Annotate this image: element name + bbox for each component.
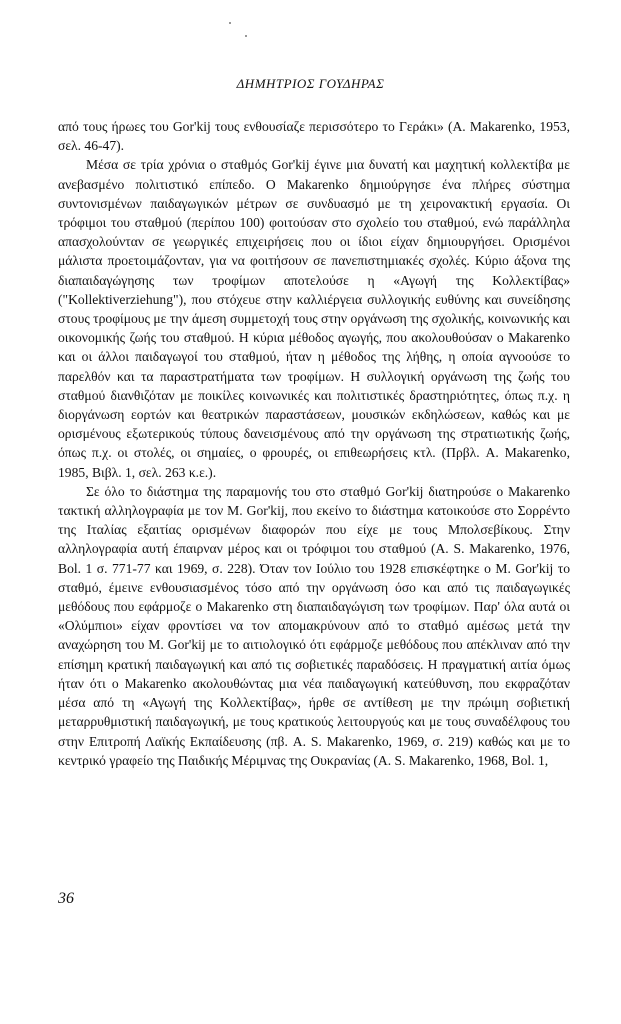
scan-speck: [245, 35, 247, 37]
body-text: [58, 117, 570, 770]
paragraph: Σε όλο το διάστημα της παραμονής του στο σταθμό Gor'kij διατηρούσε ο Makarenko τακτική αλληλογραφία με τον M. Gor'kij, που εκείνο το διάστημα κατοικούσε στο Σορρέντο της Ιταλίας εξαιτίας ορισμένων διαφορών που είχε με τους Μπολσεβίκους. Στην αλληλογραφία αυτή έπαιρναν μέρος και οι τρόφιμοι του σταθμού (A. S. Makarenko, 1976, Bol. 1 σ. 771-77 και 1969, σ. 228). Όταν τον Ιούλιο του 1928 επισκέφτηκε ο M. Gor'kij το σταθμό, έμεινε ενθουσιασμένος τόσο από την οργάνωση όσο και από τις παιδαγωγικές μεθόδους που εφάρμοζε ο Makarenko στη διαπαιδαγώγιση των τροφίμων. Παρ' όλα αυτά οι «Ολύμπιοι» είχαν φροντίσει να τον απομακρύνουν από το σταθμό αμέσως μετά την αναχώρηση του M. Gor'kij με το αιτιολογικό ότι εφάρμοζε μεθόδους που απέκλιναν από την επίσημη κρατική παιδαγωγική και από τις σοβιετικές παραδόσεις. Η πραγματική αιτία όμως ήταν ότι ο Makarenko ακολουθώντας μια νέα παιδαγωγική κατεύθυνση, που εκφραζόταν μέσα από τη «Αγωγή της Κολλεκτίβας», ήρθε σε αντίθεση με την πρώιμη σοβιετική μεταρρυθμιστική παιδαγωγική, με τους κρατικούς λειτουργούς και με τους συναδέλφους του στην Επιτροπή Λαϊκής Εκπαίδευσης (πβ. A. S. Makarenko, 1969, σ. 219) καθώς και με το κεντρικό γραφείο της Παιδικής Μέριμνας της Ουκρανίας (A. S. Makarenko, 1968, Bol. 1,: [58, 483, 570, 768]
running-title: ΔΗΜΗΤΡΙΟΣ ΓΟΥΔΗΡΑΣ: [236, 76, 385, 91]
scan-speck: [229, 22, 231, 24]
paragraph: Μέσα σε τρία χρόνια ο σταθμός Gor'kij έγινε μια δυνατή και μαχητική κολλεκτίβα με ανεβασμένο πολιτιστικό επίπεδο. Ο Makarenko δημιούργησε ένα πλήρες σύστημα συντονισμένων παιδαγωγικών μέτρων σε συνδυασμό με τη χειρονακτική εργασία. Οι τρόφιμοι του σταθμού (περίπου 100) φοιτούσαν στο σχολείο του σταθμού, ενώ παράλληλα απασχολούνταν σε γεωργικές επιχειρήσεις που οι ίδιοι είχαν δημιουργήσει. Ορισμένοι μάλιστα προετοιμάζονταν, για να φοιτήσουν σε πανεπιστημιακές σχολές. Κύριο άξονα της διαπαιδαγώγησης των τροφίμων αποτελούσε η «Αγωγή της Κολλεκτίβας» ("Kollektiverziehung"), που στόχευε στην καλλιέργεια συλλογικής ευθύνης και συνείδησης στους τροφίμους με την άμεση συμμετοχή τους στην οργάνωση της σχολικής, κοινωνικής και οικονομικής ζωής του σταθμού. Η κύρια μέθοδος αγωγής, που ακολουθούσαν ο Makarenko και οι άλλοι παιδαγωγοί του σταθμού, ήταν η μέθοδος της λήθης, η οποία αγνοούσε το παρελθόν και τα παραστρατήματα των τροφίμων. Η συλλογική οργάνωση της ζωής του σταθμού διανθιζόταν με ποικίλες κοινωνικές και πολιτιστικές δραστηριότητες, όπως π.χ. η διοργάνωση εορτών και θεατρικών παραστάσεων, μουσικών εκδηλώσεων, καθώς και με ορισμένους εξωτερικούς τύπους δανεισμένους από την οργάνωση της στρατιωτικής ζωής, όπως π.χ. οι στολές, οι σημαίες, ο φρουρές, οι επιθεωρήσεις κτλ. (Πρβλ. A. Makarenko, 1985, Βιβλ. 1, σελ. 263 κ.ε.).: [58, 157, 570, 480]
paragraph: από τους ήρωες του Gor'kij τους ενθουσίαζε περισσότερο το Γεράκι» (A. Makarenko, 1953, σελ. 46-47).: [58, 119, 570, 154]
page-number: 36: [58, 890, 74, 907]
